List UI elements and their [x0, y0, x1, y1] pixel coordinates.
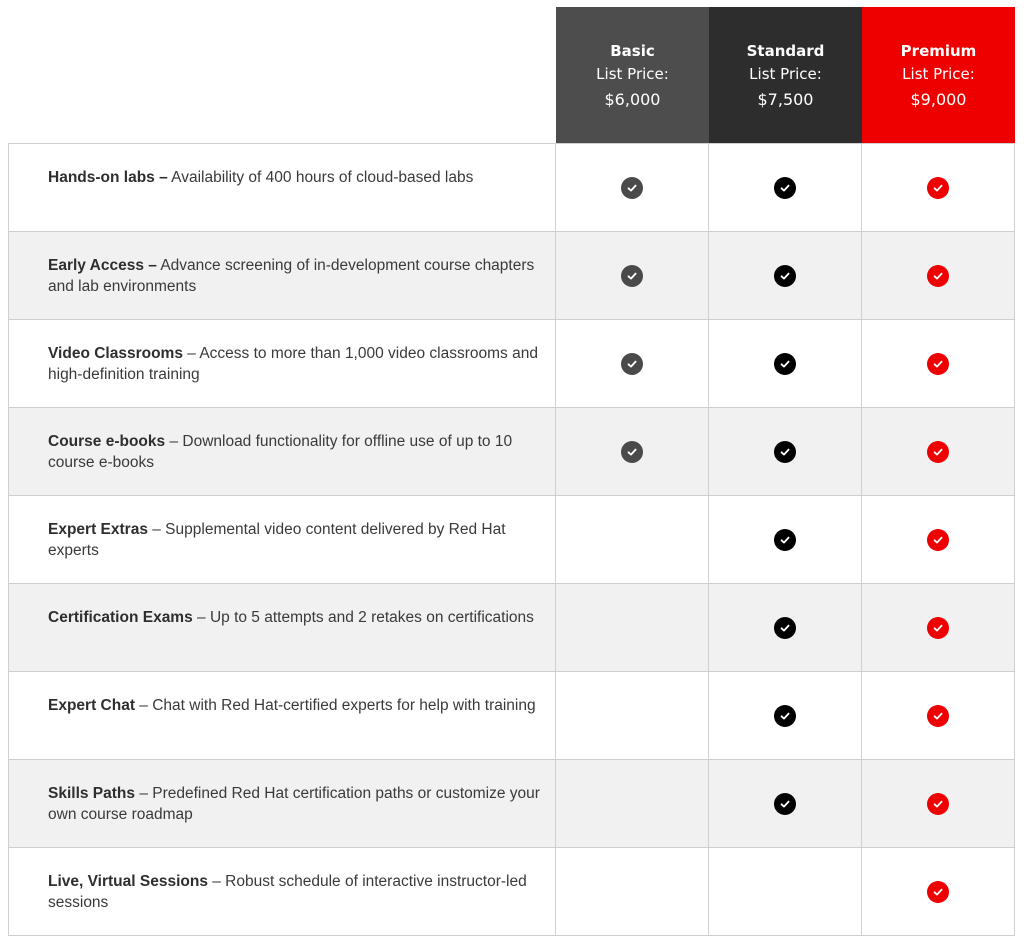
feature-text [48, 431, 555, 473]
feature-row [9, 232, 1015, 320]
tier-cell-premium [862, 408, 1015, 495]
check-circle-icon [927, 177, 949, 199]
tier-cell-premium [862, 760, 1015, 847]
pricing-comparison-table [8, 7, 1015, 936]
check-circle-icon [927, 529, 949, 551]
check-circle-icon [927, 881, 949, 903]
tier-name: Standard [746, 41, 825, 60]
feature-detail: – Access to more than 1,000 video classrooms and high-definition training [48, 345, 538, 383]
check-circle-icon [621, 353, 643, 375]
tier-cell-basic [556, 144, 709, 231]
tier-cell-standard [709, 760, 862, 847]
tier-cell-standard [709, 848, 862, 935]
feature-description [9, 320, 556, 407]
tier-cell-standard [709, 408, 862, 495]
check-circle-icon [927, 353, 949, 375]
tier-cell-basic [556, 408, 709, 495]
tier-cell-standard [709, 584, 862, 671]
tier-cell-standard [709, 496, 862, 583]
feature-detail: Advance screening of in-development course chapters and lab environments [48, 257, 535, 295]
tier-header-row [8, 7, 1015, 143]
feature-description [9, 672, 556, 759]
tier-cell-standard [709, 320, 862, 407]
feature-row [9, 496, 1015, 584]
check-circle-icon [621, 177, 643, 199]
tier-cell-premium [862, 584, 1015, 671]
check-circle-icon [927, 617, 949, 639]
tier-cell-premium [862, 848, 1015, 935]
feature-description [9, 496, 556, 583]
feature-title: Live, Virtual Sessions [48, 873, 208, 890]
feature-description [9, 760, 556, 847]
check-circle-icon [774, 793, 796, 815]
feature-text [48, 519, 555, 561]
check-circle-icon [621, 265, 643, 287]
feature-detail: – Robust schedule of interactive instructor-led sessions [48, 873, 527, 911]
tier-price-label: List Price: [902, 64, 975, 83]
check-circle-icon [927, 705, 949, 727]
feature-title: Skills Paths [48, 785, 136, 802]
check-circle-icon [927, 793, 949, 815]
feature-title: Expert Extras [48, 521, 148, 538]
tier-cell-basic [556, 760, 709, 847]
feature-description [9, 848, 556, 935]
feature-title: Expert Chat [48, 697, 135, 714]
header-spacer [8, 7, 556, 143]
check-circle-icon [774, 617, 796, 639]
check-circle-icon [927, 441, 949, 463]
check-circle-icon [621, 441, 643, 463]
tier-cell-basic [556, 496, 709, 583]
tier-cell-premium [862, 144, 1015, 231]
feature-detail: – Supplemental video content delivered by Red Hat experts [48, 521, 506, 559]
feature-text [48, 167, 473, 188]
tier-price-label: List Price: [596, 64, 669, 83]
tier-cell-basic [556, 584, 709, 671]
tier-cell-standard [709, 144, 862, 231]
feature-detail: Availability of 400 hours of cloud-based labs [167, 169, 474, 186]
feature-description [9, 144, 556, 231]
feature-text [48, 871, 555, 913]
feature-row [9, 144, 1015, 232]
feature-title: Certification Exams [48, 609, 193, 626]
feature-title: Hands-on labs – [48, 169, 168, 186]
tier-header-premium [862, 7, 1015, 143]
tier-price: $6,000 [604, 89, 661, 109]
feature-detail: – Download functionality for offline use of up to 10 course e-books [48, 433, 513, 471]
feature-row [9, 848, 1015, 936]
check-circle-icon [927, 265, 949, 287]
feature-title: Early Access – [48, 257, 157, 274]
feature-text [48, 343, 555, 385]
feature-description [9, 408, 556, 495]
feature-row [9, 760, 1015, 848]
tier-cell-basic [556, 848, 709, 935]
tier-cell-premium [862, 672, 1015, 759]
tier-price: $7,500 [757, 89, 814, 109]
feature-text [48, 255, 555, 297]
check-circle-icon [774, 265, 796, 287]
tier-header-basic [556, 7, 709, 143]
feature-detail: – Chat with Red Hat-certified experts for help with training [135, 697, 536, 714]
tier-price: $9,000 [910, 89, 967, 109]
tier-cell-basic [556, 320, 709, 407]
feature-rows [8, 143, 1015, 936]
feature-description [9, 232, 556, 319]
tier-cell-standard [709, 232, 862, 319]
check-circle-icon [774, 705, 796, 727]
check-circle-icon [774, 353, 796, 375]
feature-row [9, 584, 1015, 672]
feature-title: Course e-books [48, 433, 166, 450]
feature-row [9, 408, 1015, 496]
check-circle-icon [774, 529, 796, 551]
check-circle-icon [774, 177, 796, 199]
feature-row [9, 320, 1015, 408]
feature-row [9, 672, 1015, 760]
tier-cell-basic [556, 232, 709, 319]
feature-text [48, 695, 536, 716]
feature-detail: – Up to 5 attempts and 2 retakes on certifications [192, 609, 534, 626]
check-circle-icon [774, 441, 796, 463]
tier-price-label: List Price: [749, 64, 822, 83]
feature-text [48, 783, 555, 825]
feature-title: Video Classrooms [48, 345, 183, 362]
feature-description [9, 584, 556, 671]
tier-cell-premium [862, 232, 1015, 319]
tier-cell-premium [862, 320, 1015, 407]
tier-header-standard [709, 7, 862, 143]
tier-name: Basic [610, 41, 655, 60]
feature-detail: – Predefined Red Hat certification paths or customize your own course roadmap [48, 785, 540, 823]
tier-cell-basic [556, 672, 709, 759]
feature-text [48, 607, 534, 628]
tier-name: Premium [900, 41, 977, 60]
tier-cell-standard [709, 672, 862, 759]
tier-cell-premium [862, 496, 1015, 583]
